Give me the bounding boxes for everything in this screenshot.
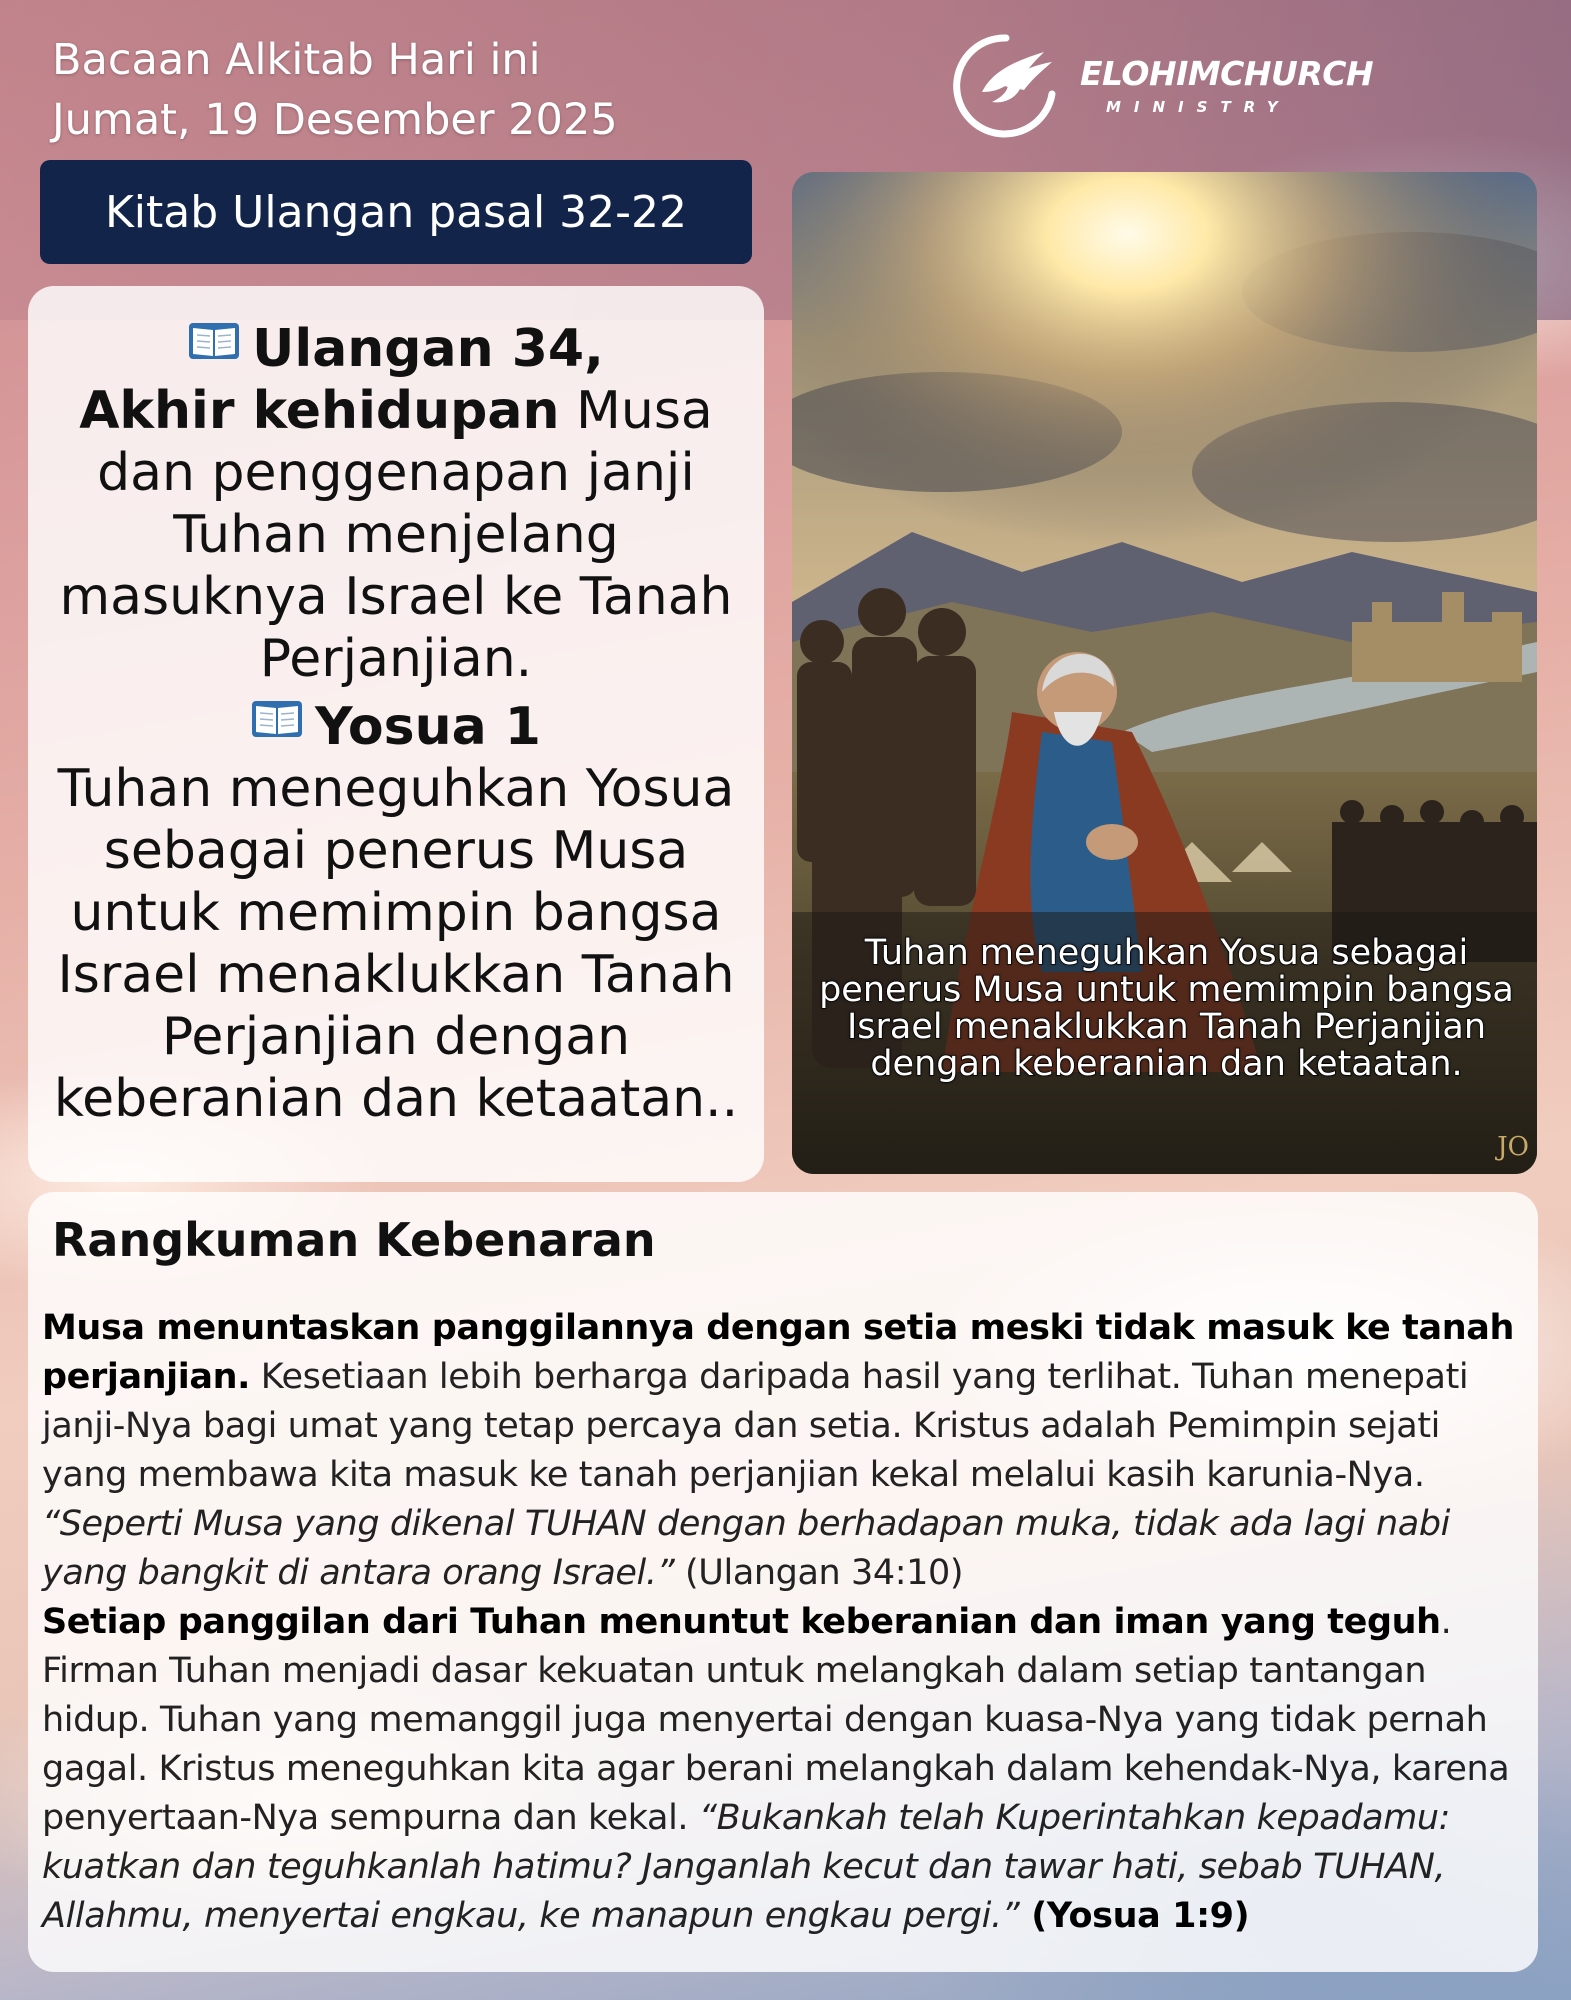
summary-p1-text: Kesetiaan lebih berharga daripada hasil yang terlihat. Tuhan menepati janji-Nya bagi umat yang tetap percaya dan setia. Kristus adalah Pemimpin sejati yang membawa kita masuk ke tanah perjanjian kekal melalui kasih karunia-Nya. <box>42 1357 1469 1495</box>
church-logo <box>952 32 1392 142</box>
summary-body <box>42 1304 1516 1941</box>
summary-p2-bold: Setiap panggilan dari Tuhan menuntut keberanian dan iman yang teguh <box>42 1602 1441 1642</box>
summary-p1-ref: (Ulangan 34:10) <box>674 1553 964 1593</box>
reading-item-2 <box>46 690 746 1130</box>
artist-signature: JO <box>1497 1132 1529 1162</box>
dove-logo-icon <box>952 32 1060 140</box>
summary-p2-text: Firman Tuhan menjadi dasar kekuatan untuk melangkah dalam setiap tantangan hidup. Tuhan yang memanggil juga menyertai dengan kuasa-Nya yang tidak pernah gagal. Kristus meneguhkan kita agar berani melangkah dalam kehendak-Nya, karena penyertaan-Nya sempurna dan kekal. <box>42 1651 1510 1838</box>
illustration-caption: Tuhan meneguhkan Yosua sebagai penerus Musa untuk memimpin bangsa Israel menaklukkan Tanah Perjanjian dengan keberanian dan ketaatan. <box>819 933 1514 1084</box>
reading-item-1-text: Musa dan penggenapan janji Tuhan menjelang masuknya Israel ke Tanah Perjanjian. <box>59 381 733 689</box>
header <box>52 30 618 150</box>
summary-p2-period: . <box>1440 1602 1452 1642</box>
reading-card <box>28 286 764 1182</box>
logo-title: ELOHIMCHURCH <box>1080 54 1374 93</box>
header-title: Bacaan Alkitab Hari ini <box>52 35 541 85</box>
reading-item-2-ref: Yosua 1 <box>315 697 541 757</box>
reading-item-2-text: Tuhan meneguhkan Yosua sebagai penerus Musa untuk memimpin bangsa Israel menaklukkan Tanah Perjanjian dengan keberanian dan ketaatan.. <box>53 759 739 1129</box>
open-book-icon <box>251 690 303 728</box>
illustration-card <box>792 172 1537 1174</box>
summary-paragraph-1 <box>42 1308 1514 1593</box>
book-badge: Kitab Ulangan pasal 32-22 <box>40 160 752 264</box>
logo-subtitle: MINISTRY <box>1106 98 1291 116</box>
summary-card <box>28 1192 1538 1972</box>
summary-p2-quote: “Bukankah telah Kuperintahkan kepadamu: kuatkan dan teguhkanlah hatimu? Janganlah kecut dan tawar hati, sebab TUHAN, Allahmu, menyertai engkau, ke manapun engkau pergi.” <box>42 1798 1451 1936</box>
reading-item-1 <box>46 312 746 690</box>
summary-p1-bold: Musa menuntaskan panggilannya dengan setia meski tidak masuk ke tanah perjanjian. <box>42 1308 1514 1397</box>
reading-item-1-bold: Akhir kehidupan <box>79 381 560 441</box>
summary-p1-quote: “Seperti Musa yang dikenal TUHAN dengan berhadapan muka, tidak ada lagi nabi yang bangkit di antara orang Israel.” <box>42 1504 1450 1593</box>
reading-item-1-ref: Ulangan 34, <box>252 319 604 379</box>
summary-paragraph-2 <box>42 1602 1509 1936</box>
summary-title: Rangkuman Kebenaran <box>52 1213 656 1267</box>
summary-p2-ref: (Yosua 1:9) <box>1019 1896 1250 1936</box>
open-book-icon <box>188 312 240 350</box>
header-date: Jumat, 19 Desember 2025 <box>52 95 618 145</box>
